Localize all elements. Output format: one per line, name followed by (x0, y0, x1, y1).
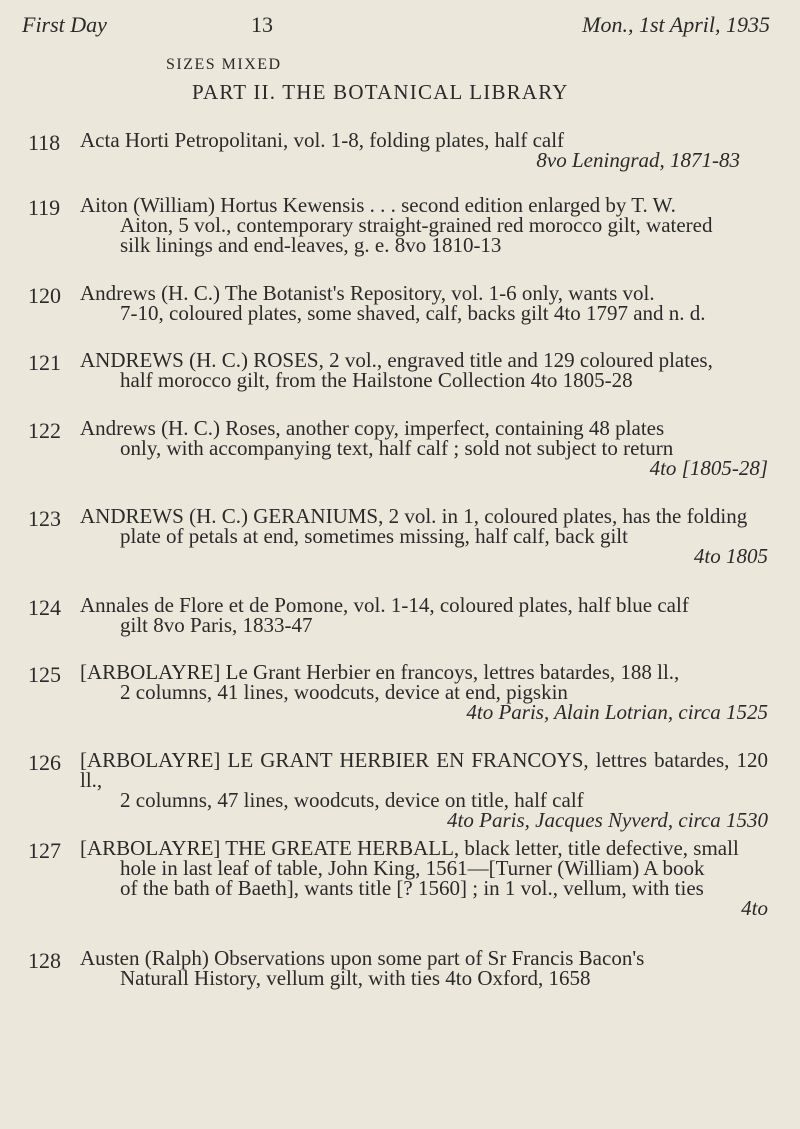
lot-line: 2 columns, 47 lines, woodcuts, device on title, half calf (120, 788, 584, 812)
lot-number: 121 (28, 350, 61, 375)
lot-line: half morocco gilt, from the Hailstone Collection 4to 1805-28 (120, 368, 633, 392)
lot-line: Austen (Ralph) Observations upon some part of Sr Francis Bacon's (80, 946, 645, 970)
running-head (22, 12, 778, 42)
lot-line: Andrews (H. C.) Roses, another copy, imperfect, containing 48 plates (80, 416, 665, 440)
lot-description (80, 350, 768, 390)
lot-number: 122 (28, 418, 61, 443)
lot-description (80, 418, 768, 478)
lot-imprint: 8vo Leningrad, 1871-83 (536, 148, 740, 172)
lot-line: Andrews (H. C.) The Botanist's Repository, vol. 1-6 only, wants vol. (80, 281, 655, 305)
lot-number: 118 (28, 130, 61, 155)
lot-description (80, 948, 768, 988)
lot-description (80, 130, 768, 170)
lot-line: Aiton, 5 vol., contemporary straight-grained red morocco gilt, watered (120, 213, 713, 237)
lot-line: hole in last leaf of table, John King, 1561—[Turner (William) A book (120, 856, 705, 880)
lot-imprint: 4to [1805-28] (649, 456, 768, 480)
lot-line: Annales de Flore et de Pomone, vol. 1-14, coloured plates, half blue calf (80, 593, 689, 617)
lot-description (80, 750, 768, 830)
lot-line: plate of petals at end, sometimes missing, half calf, back gilt (120, 524, 628, 548)
lot-line: Naturall History, vellum gilt, with ties 4to Oxford, 1658 (120, 966, 591, 990)
lot-line: of the bath of Baeth], wants title [? 1560] ; in 1 vol., vellum, with ties (120, 876, 704, 900)
lot-line: ANDREWS (H. C.) ROSES, 2 vol., engraved title and 129 coloured plates, (80, 348, 713, 372)
lot-description (80, 595, 768, 635)
lot-imprint: 4to 1805 (693, 544, 768, 568)
lot-number: 126 (28, 750, 61, 775)
lot-number: 128 (28, 948, 61, 973)
day-label: First Day (22, 12, 107, 37)
lot-line: only, with accompanying text, half calf ; sold not subject to return (120, 436, 674, 460)
lot-number: 119 (28, 195, 61, 220)
category-heading: SIZES MIXED (166, 56, 282, 73)
page-number: 13 (251, 12, 273, 37)
lot-line: 7-10, coloured plates, some shaved, calf, backs gilt 4to 1797 and n. d. (120, 301, 706, 325)
lot-description (80, 506, 768, 566)
lot-number: 120 (28, 283, 61, 308)
lot-number: 124 (28, 595, 61, 620)
lot-description (80, 662, 768, 722)
lot-imprint: 4to (741, 896, 768, 920)
lot-line: [ARBOLAYRE] LE GRANT HERBIER EN FRANCOYS, lettres batardes, 120 ll., (80, 748, 768, 792)
lot-description (80, 838, 768, 918)
lot-imprint: 4to Paris, Alain Lotrian, circa 1525 (466, 700, 768, 724)
lot-line: [ARBOLAYRE] THE GREATE HERBALL, black letter, title defective, small (80, 836, 739, 860)
lot-description (80, 283, 768, 323)
lot-line: Acta Horti Petropolitani, vol. 1-8, folding plates, half calf (80, 128, 565, 152)
lot-number: 127 (28, 838, 61, 863)
section-title: PART II. THE BOTANICAL LIBRARY (192, 80, 569, 104)
lot-line: [ARBOLAYRE] Le Grant Herbier en francoys, lettres batardes, 188 ll., (80, 660, 680, 684)
lot-number: 125 (28, 662, 61, 687)
lot-imprint: 4to Paris, Jacques Nyverd, circa 1530 (447, 808, 768, 832)
lot-line: gilt 8vo Paris, 1833-47 (120, 613, 313, 637)
lot-line: 2 columns, 41 lines, woodcuts, device at end, pigskin (120, 680, 568, 704)
lot-line: silk linings and end-leaves, g. e. 8vo 1810-13 (120, 233, 502, 257)
sale-date: Mon., 1st April, 1935 (582, 12, 770, 37)
lot-line: Aiton (William) Hortus Kewensis . . . second edition enlarged by T. W. (80, 193, 676, 217)
lot-line: ANDREWS (H. C.) GERANIUMS, 2 vol. in 1, coloured plates, has the folding (80, 504, 748, 528)
lot-description (80, 195, 768, 255)
lot-number: 123 (28, 506, 61, 531)
